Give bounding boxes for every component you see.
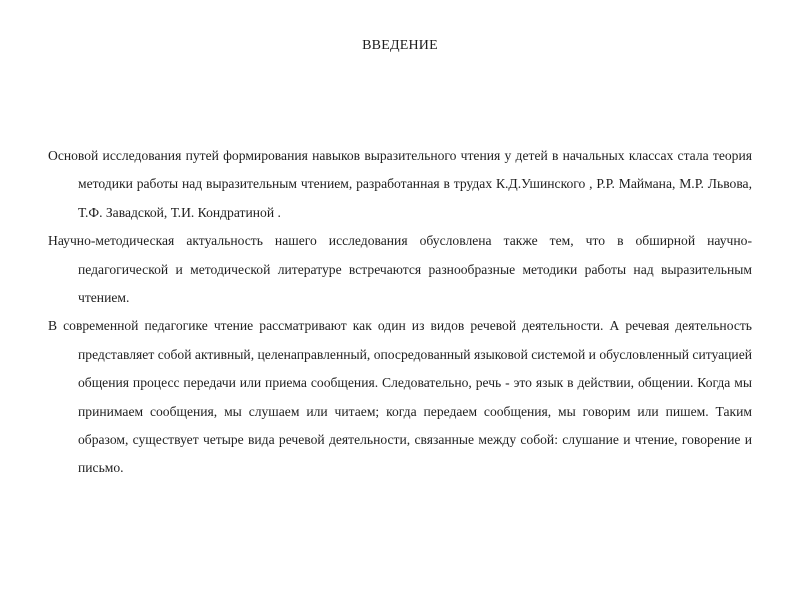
paragraph-speech-activity: В современной педагогике чтение рассматривают как один из видов речевой деятельности. А речевая деятельность представляет собой активный, целенаправленный, опосредованный языковой системой и обусловленный ситуацией общения процесс передачи или приема сообщения. Следовательно, речь - это язык в действии, общении. Когда мы принимаем сообщения, мы слушаем или читаем; когда передаем сообщения, мы говорим или пишем. Таким образом, существует четыре вида речевой деятельности, связанные между собой: слушание и чтение, говорение и письмо.: [48, 318, 752, 476]
paragraph-relevance: Научно-методическая актуальность нашего исследования обусловлена также тем, что в обширной научно-педагогической и методической литературе встречаются разнообразные методики работы над выразительным чтением.: [48, 233, 752, 306]
paragraph-research-basis: Основой исследования путей формирования навыков выразительного чтения у детей в начальных классах стала теория методики работы над выразительным чтением, разработанная в трудах К.Д.Ушинского , Р.Р. Маймана, М.Р. Львова, Т.Ф. Завадской, Т.И. Кондратиной .: [48, 148, 752, 220]
page-title: ВВЕДЕНИЕ: [362, 38, 438, 53]
document-body: [48, 142, 752, 483]
